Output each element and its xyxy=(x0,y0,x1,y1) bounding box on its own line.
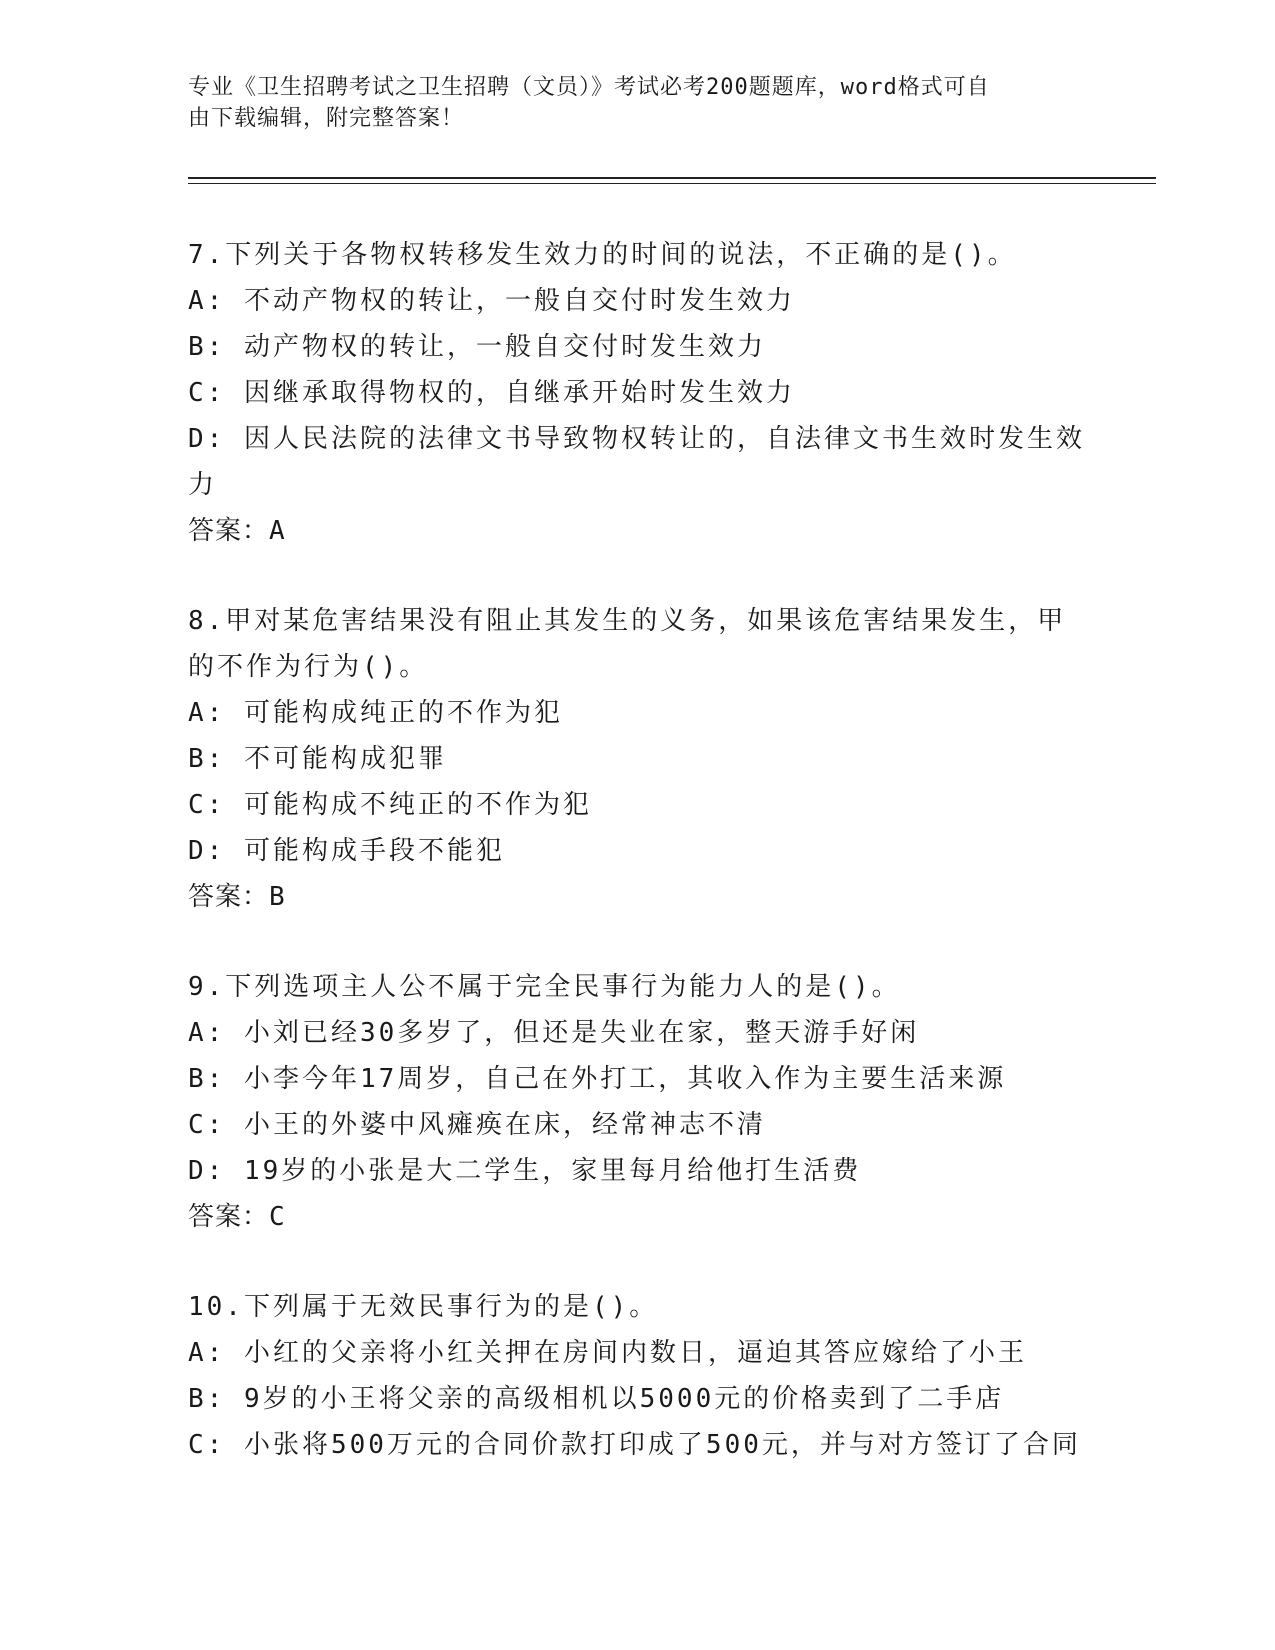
question-8-answer xyxy=(188,874,1088,920)
question-9-answer xyxy=(188,1194,1088,1240)
answer-value: C xyxy=(269,1202,286,1232)
answer-value: A xyxy=(269,516,286,546)
question-10 xyxy=(188,1284,1088,1468)
question-10-text: 10.下列属于无效民事行为的是()。 xyxy=(188,1292,659,1322)
question-8-option-c: C: 可能构成不纯正的不作为犯 xyxy=(188,790,592,820)
question-8 xyxy=(188,598,1088,920)
header-divider-thick xyxy=(188,177,1156,179)
question-list xyxy=(188,232,1088,1512)
question-9-option-a: A: 小刘已经30多岁了，但还是失业在家，整天游手好闲 xyxy=(188,1018,920,1048)
answer-value: B xyxy=(269,882,286,912)
question-7-option-c: C: 因继承取得物权的，自继承开始时发生效力 xyxy=(188,378,795,408)
answer-label: 答案： xyxy=(188,1202,270,1232)
header-line-2: 由下载编辑，附完整答案！ xyxy=(188,106,465,131)
header-line-1: 专业《卫生招聘考试之卫生招聘（文员）》考试必考200题题库，word格式可自 xyxy=(188,75,990,100)
question-10-option-a: A: 小红的父亲将小红关押在房间内数日，逼迫其答应嫁给了小王 xyxy=(188,1338,1027,1368)
question-9-option-c: C: 小王的外婆中风瘫痪在床，经常神志不清 xyxy=(188,1110,766,1140)
question-8-option-a: A: 可能构成纯正的不作为犯 xyxy=(188,698,563,728)
question-10-option-c: C: 小张将500万元的合同价款打印成了500元，并与对方签订了合同 xyxy=(188,1430,1081,1460)
question-7-option-b: B: 动产物权的转让，一般自交付时发生效力 xyxy=(188,332,766,362)
question-7-option-d-continued: 力 xyxy=(188,470,218,500)
question-7-answer xyxy=(188,508,1088,554)
question-8-text-line-2: 的不作为行为()。 xyxy=(188,652,429,682)
question-9 xyxy=(188,964,1088,1240)
question-7 xyxy=(188,232,1088,554)
header-divider-thin xyxy=(188,183,1156,184)
question-9-text: 9.下列选项主人公不属于完全民事行为能力人的是()。 xyxy=(188,972,901,1002)
question-9-option-d: D: 19岁的小张是大二学生，家里每月给他打生活费 xyxy=(188,1156,862,1186)
question-7-text: 7.下列关于各物权转移发生效力的时间的说法，不正确的是()。 xyxy=(188,240,1017,270)
question-7-option-a: A: 不动产物权的转让，一般自交付时发生效力 xyxy=(188,286,795,316)
question-9-option-b: B: 小李今年17周岁，自己在外打工，其收入作为主要生活来源 xyxy=(188,1064,1007,1094)
question-8-option-d: D: 可能构成手段不能犯 xyxy=(188,836,505,866)
answer-label: 答案： xyxy=(188,516,270,546)
question-8-option-b: B: 不可能构成犯罪 xyxy=(188,744,447,774)
question-8-text-line-1: 8.甲对某危害结果没有阻止其发生的义务，如果该危害结果发生，甲 xyxy=(188,606,1067,636)
question-7-option-d: D: 因人民法院的法律文书导致物权转让的，自法律文书生效时发生效 xyxy=(188,424,1085,454)
question-10-option-b: B: 9岁的小王将父亲的高级相机以5000元的价格卖到了二手店 xyxy=(188,1384,1005,1414)
document-header xyxy=(188,72,1088,134)
answer-label: 答案： xyxy=(188,882,270,912)
